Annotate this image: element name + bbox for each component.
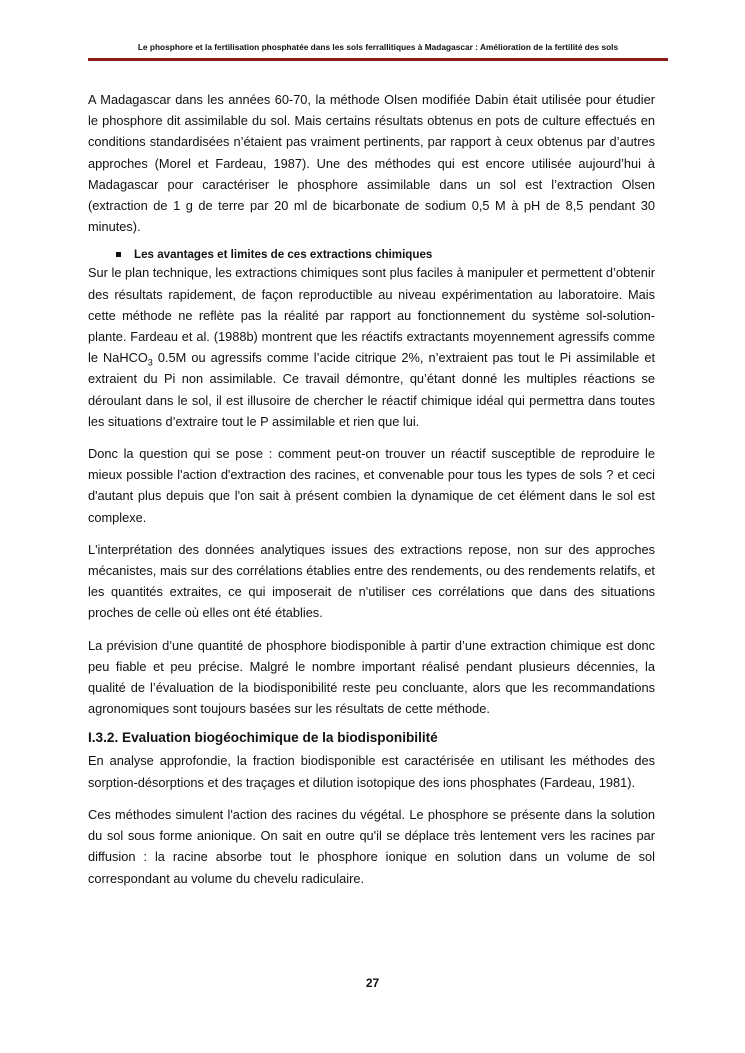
section-heading: I.3.2. Evaluation biogéochimique de la biodisponibilité <box>88 730 438 746</box>
paragraph-advantages-part-2: 0.5M ou agressifs comme l’acide citrique 2%, n’extraient pas tout le Pi assimilable et extraient du Pi non assimilable. Ce travail démontre, qu’étant donné les multiples réactions se déroulant dans le sol, il est illusoire de chercher le réactif chimique idéal qui permettra dans toutes les situations d’extraire tout le P assimilable et rien que lui. <box>88 350 656 429</box>
bullet-heading-text: Les avantages et limites de ces extractions chimiques <box>134 248 433 262</box>
subscript-3: 3 <box>147 357 153 368</box>
paragraph-sorption: En analyse approfondie, la fraction biodisponible est caractérisée en utilisant les méthodes des sorption-désorptions et des traçages et dilution isotopique des ions phosphates (Fardeau, 1981). <box>88 753 655 790</box>
paragraph-olsen-method: A Madagascar dans les années 60-70, la méthode Olsen modifiée Dabin était utilisée pour étudier le phosphore dit assimilable du sol. Mais certains résultats obtenus en pots de culture effectués en conditions standardisées n’étaient pas vraiment pertinents, par rapport à ceux obtenus par d’autres approches (Morel et Fardeau, 1987). Une des méthodes qui est encore utilisée aujourd’hui à Madagascar pour caractériser le phosphore assimilable dans un sol est l’extraction Olsen (extraction de 1 g de terre par 20 ml de bicarbonate de sodium 0,5 M à pH de 8,5 pendant 30 minutes). <box>88 92 655 235</box>
page-number: 27 <box>365 976 380 990</box>
paragraph-interpretation: L'interprétation des données analytiques issues des extractions repose, non sur des approches mécanistes, mais sur des corrélations établies entre des rendements, ou des rendements relatifs, et les quantités extraites, ce qui imposerait de n'utiliser ces corrélations que dans des situations proches de celle où elles ont été établies. <box>88 541 655 621</box>
header-rule <box>88 58 668 61</box>
paragraph-question: Donc la question qui se pose : comment peut-on trouver un réactif susceptible de reproduire le mieux possible l'action d'extraction des racines, et convenable pour tous les types de sols ? et ceci d'autant plus depuis que l'on sait à présent combien la dynamique de cet élément dans le sol est complexe. <box>88 446 655 525</box>
page-body <box>88 89 655 900</box>
square-bullet-icon <box>116 252 121 257</box>
paragraph-prevision: La prévision d’une quantité de phosphore biodisponible à partir d’une extraction chimique est donc peu fiable et peu précise. Malgré le nombre important réalisé pendant plusieurs décennies, la qualité de l’évaluation de la biodisponibilité reste peu concluante, alors que les recommandations agronomiques sont toujours basées sur les résultats de cette méthode. <box>88 637 655 717</box>
bullet-heading <box>88 248 655 262</box>
running-header: Le phosphore et la fertilisation phosphatée dans les sols ferrallitiques à Madagascar : Amélioration de la fertilité des sols <box>137 42 619 52</box>
paragraph-roots: Ces méthodes simulent l'action des racines du végétal. Le phosphore se présente dans la solution du sol sous forme anionique. On sait en outre qu'il se déplace très lentement vers les racines par diffusion : la racine absorbe tout le phosphore ionique en solution dans un volume de sol correspondant au volume du chevelu radiculaire. <box>88 806 655 886</box>
paragraph-advantages-limits <box>88 262 655 432</box>
paragraph-advantages-part-1: Sur le plan technique, les extractions chimiques sont plus faciles à manipuler et permettent d’obtenir des résultats rapidement, de façon reproductible au niveau expérimentation au laboratoire. Mais cette méthode ne reflète pas la réalité par rapport au fonctionnement du système sol-solution-plante. Fardeau et al. (1988b) montrent que les réactifs extractants moyennement agressifs comme le NaHCO <box>88 265 655 366</box>
